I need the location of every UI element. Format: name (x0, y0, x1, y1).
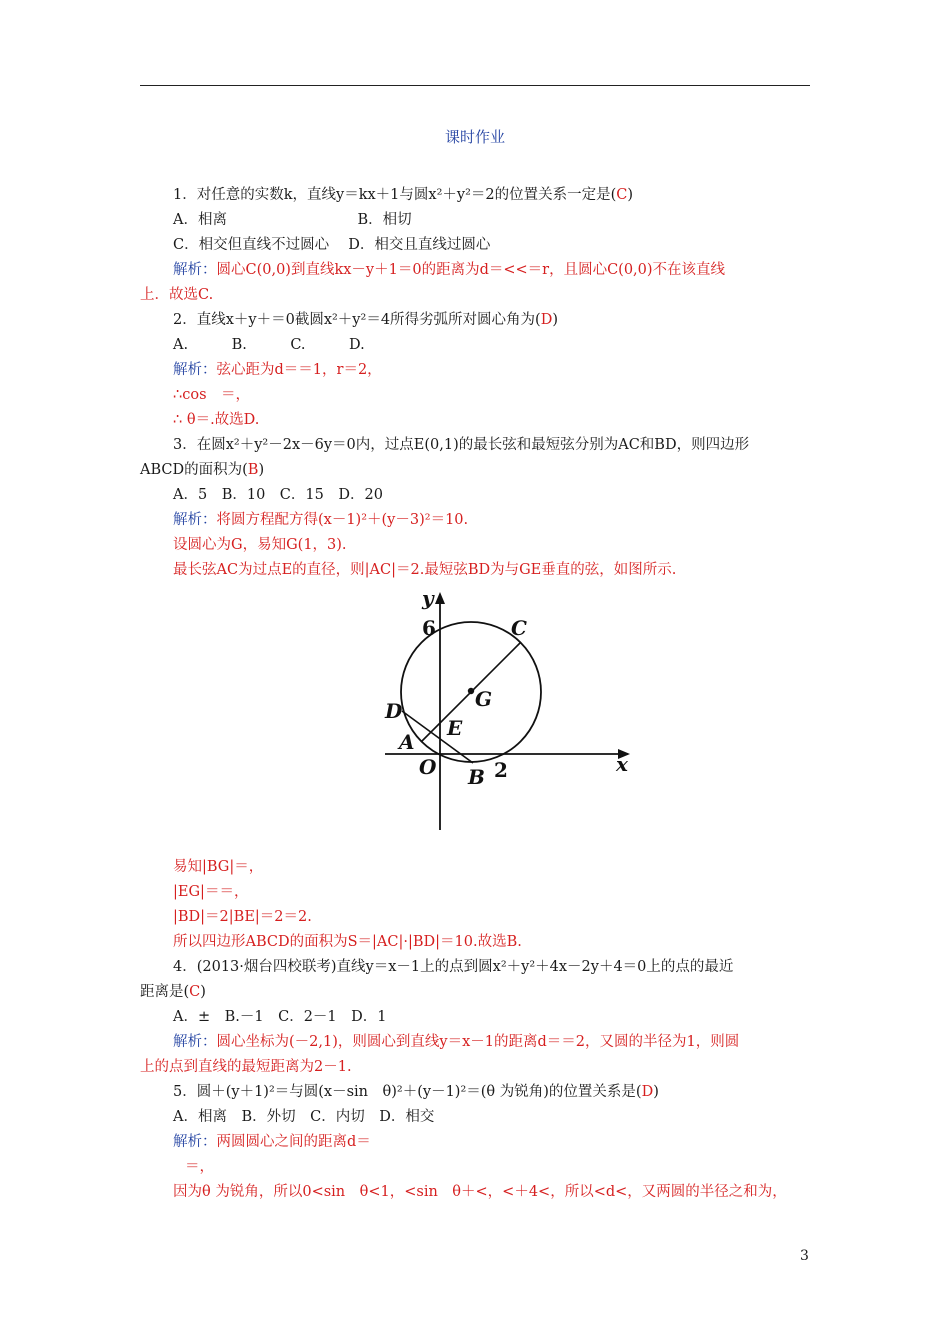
text-line-q3s5 (173, 882, 248, 902)
text-segment: 弦心距为d＝＝1，r＝2， (216, 362, 382, 378)
text-line-q5 (173, 1082, 659, 1102)
text-line-q3s6 (173, 907, 312, 927)
text-line-q4a (173, 1007, 387, 1027)
text-segment: ＝， (185, 1159, 214, 1175)
text-line-q3s2 (173, 535, 347, 555)
text-segment: ABCD的面积为( (140, 462, 248, 478)
text-segment: A．相离 B．相切 (173, 212, 412, 228)
text-segment: C．相交但直线不过圆心 D．相交且直线过圆心 (173, 237, 491, 253)
text-segment: 上．故选C. (140, 287, 214, 303)
text-segment: 将圆方程配方得(x－1)²＋(y－3)²＝10. (216, 512, 469, 528)
label-two: 2 (494, 758, 508, 782)
text-line-q2s2 (173, 385, 250, 405)
label-e: E (447, 716, 463, 740)
y-axis-arrow (435, 592, 445, 604)
text-segment: 因为θ 为锐角，所以0<sin θ<1，<sin θ＋<，<＋4<，所以<d<，又两圆的半径之和为， (173, 1184, 787, 1200)
text-segment: 最长弦AC为过点E的直径，则|AC|＝2.最短弦BD为与GE垂直的弦，如图所示. (173, 562, 677, 578)
text-segment: ) (200, 984, 206, 1000)
text-line-q1 (173, 185, 633, 205)
page-title: 课时作业 (444, 128, 505, 146)
text-line-q2a (173, 335, 365, 355)
text-line-q1s1 (173, 260, 725, 280)
text-line-q1s2 (140, 285, 213, 305)
text-segment: 距离是( (140, 984, 190, 1000)
text-line-q3s4 (173, 857, 263, 877)
text-segment: C (616, 187, 628, 203)
text-segment: 解析： (173, 262, 217, 278)
text-line-q2 (173, 310, 558, 330)
text-segment: C (189, 984, 201, 1000)
label-g: G (475, 687, 493, 711)
label-c: C (511, 616, 527, 640)
label-a: A (399, 730, 415, 754)
text-segment: 上的点到直线的最短距离为2－1. (140, 1059, 352, 1075)
text-segment: 3．在圆x²＋y²－2x－6y＝0内，过点E(0,1)的最长弦和最短弦分别为AC和BD，则四边形 (173, 437, 750, 453)
label-o: O (419, 755, 437, 779)
text-segment: A．相离 B．外切 C．内切 D．相交 (173, 1109, 435, 1125)
text-line-q5s3 (173, 1182, 787, 1202)
text-segment: 5．圆＋(y＋1)²＝与圆(x－sin θ)²＋(y－1)²＝(θ 为锐角)的位置关系是( (173, 1084, 642, 1100)
text-segment: ) (627, 187, 634, 203)
text-segment: |BD|＝2|BE|＝2＝2. (173, 909, 312, 925)
text-segment: 所以四边形ABCD的面积为S＝|AC|·|BD|＝10.故选B. (173, 934, 522, 950)
header-rule (140, 85, 810, 86)
text-segment: 解析： (173, 1134, 217, 1150)
text-segment: A．5 B．10 C．15 D．20 (173, 487, 383, 503)
text-segment: D (641, 1084, 654, 1100)
text-line-q4s2 (140, 1057, 352, 1077)
text-segment: ∴cos ＝， (173, 387, 251, 403)
text-segment: 设圆心为G，易知G(1，3). (173, 537, 347, 553)
text-segment: A．± B.－1 C．2－1 D．1 (173, 1009, 387, 1025)
text-line-q3s1 (173, 510, 468, 530)
text-segment: 解析： (173, 362, 217, 378)
label-d: D (385, 699, 403, 723)
text-line-q4 (173, 957, 733, 977)
text-segment: ∴ θ＝.故选D. (173, 412, 260, 428)
text-segment: ) (552, 312, 559, 328)
center-point-g (468, 688, 474, 694)
text-segment: A. B. C. D. (173, 337, 365, 353)
text-segment: 圆心坐标为(－2,1)，则圆心到直线y＝x－1的距离d＝＝2，又圆的半径为1，则圆 (216, 1034, 740, 1050)
text-line-q2s3 (173, 410, 259, 430)
text-line-q2s1 (173, 360, 382, 380)
label-six: 6 (422, 616, 436, 640)
text-segment: 解析： (173, 1034, 217, 1050)
text-line-q4s1 (173, 1032, 739, 1052)
text-segment: 4．(2013·烟台四校联考)直线y＝x－1上的点到圆x²＋y²＋4x－2y＋4＝0上的点的最近 (173, 959, 734, 975)
circle-diagram (380, 585, 640, 835)
text-line-q4b (140, 982, 206, 1002)
label-y: y (422, 586, 434, 610)
text-segment: B (247, 462, 259, 478)
label-b: B (468, 765, 485, 789)
text-segment: ) (653, 1084, 659, 1100)
page-number: 3 (800, 1248, 809, 1264)
text-line-q5s2 (185, 1157, 214, 1177)
text-line-q3 (173, 435, 749, 455)
text-line-q1a (173, 210, 412, 230)
circle-figure (380, 585, 640, 835)
text-line-q3s3 (173, 560, 676, 580)
text-segment: 两圆圆心之间的距离d＝ (216, 1134, 371, 1150)
label-x: x (616, 752, 628, 776)
text-line-q3s7 (173, 932, 522, 952)
text-line-q3b (140, 460, 264, 480)
text-line-q5s1 (173, 1132, 371, 1152)
text-segment: 解析： (173, 512, 217, 528)
text-line-q1b (173, 235, 490, 255)
text-segment: ) (258, 462, 265, 478)
text-segment: D (540, 312, 553, 328)
text-line-q5a (173, 1107, 434, 1127)
text-segment: 易知|BG|＝， (173, 859, 264, 875)
text-segment: 1．对任意的实数k，直线y＝kx＋1与圆x²＋y²＝2的位置关系一定是( (173, 187, 617, 203)
text-segment: 圆心C(0,0)到直线kx－y＋1＝0的距离为d＝<<＝r，且圆心C(0,0)不在该直线 (216, 262, 726, 278)
text-segment: 2．直线x＋y＋＝0截圆x²＋y²＝4所得劣弧所对圆心角为( (173, 312, 541, 328)
text-line-q3a (173, 485, 383, 505)
text-segment: |EG|＝＝， (173, 884, 249, 900)
